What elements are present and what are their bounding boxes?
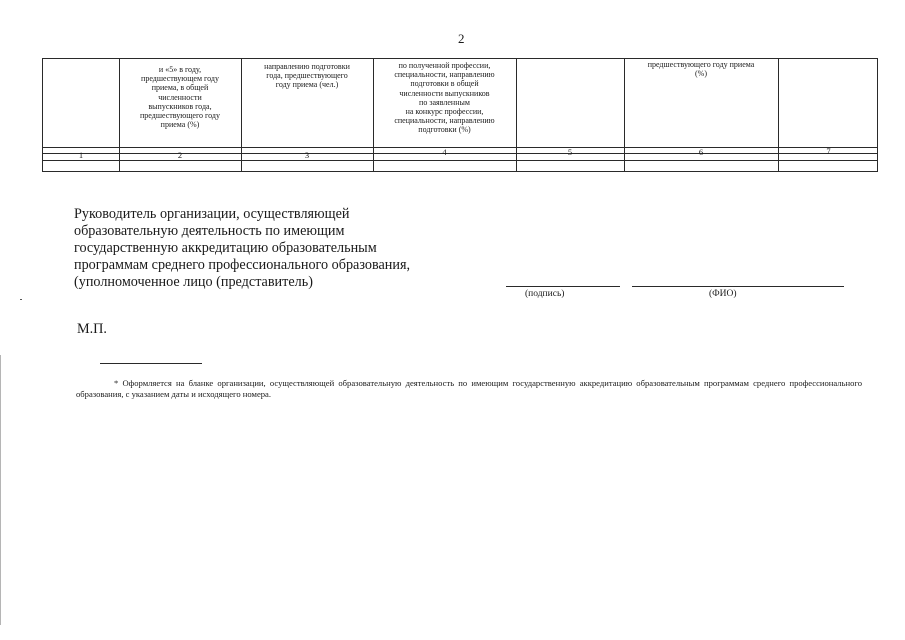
header-cell-2: и «5» в году, предшествующем году приема, в общей численности выпускников года, предшествующего году приема (%) [140,65,220,130]
header-cell-4: по полученной профессии, специальности, направлению подготовки в общей численности выпускников по заявленным на конкурс профессии, специальности, направлению подготовки (%) [394,61,495,135]
column-number: 4 [442,147,447,157]
scan-edge-mark [0,355,1,625]
table-data-row-rule [43,160,877,161]
column-number: 2 [177,150,183,160]
name-line [632,286,844,287]
scan-speck [20,299,22,300]
signatory-line: образовательную деятельность по имеющим [74,223,345,239]
signatory-line: (уполномоченное лицо (представитель) [74,274,313,290]
stamp-label: М.П. [77,321,107,337]
signatory-line: Руководитель организации, осуществляющей [74,206,350,222]
signature-line [506,286,620,287]
column-number: 3 [304,150,310,160]
column-number: 7 [826,146,831,156]
column-number: 5 [567,147,573,157]
name-caption: (ФИО) [709,289,737,299]
page-number: 2 [458,31,465,46]
footnote-separator [100,363,202,364]
signature-caption: (подпись) [525,289,565,299]
header-cell-6: предшествующего году приема (%) [647,60,755,79]
column-number: 6 [698,147,704,157]
footnote: * Оформляется на бланке организации, осуществляющей образовательную деятельность по имеющим государственную аккредитацию образовательным программам среднего профессионального образования, с указанием даты и исходящего номера. [76,378,862,399]
signatory-line: программам среднего профессионального образования, [74,257,411,273]
column-number: 1 [78,150,84,160]
header-cell-3: направлению подготовки года, предшествующего году приема (чел.) [264,62,350,90]
signatory-title [74,206,410,291]
signatory-line: государственную аккредитацию образовательным [74,240,377,256]
form-table [42,58,878,172]
